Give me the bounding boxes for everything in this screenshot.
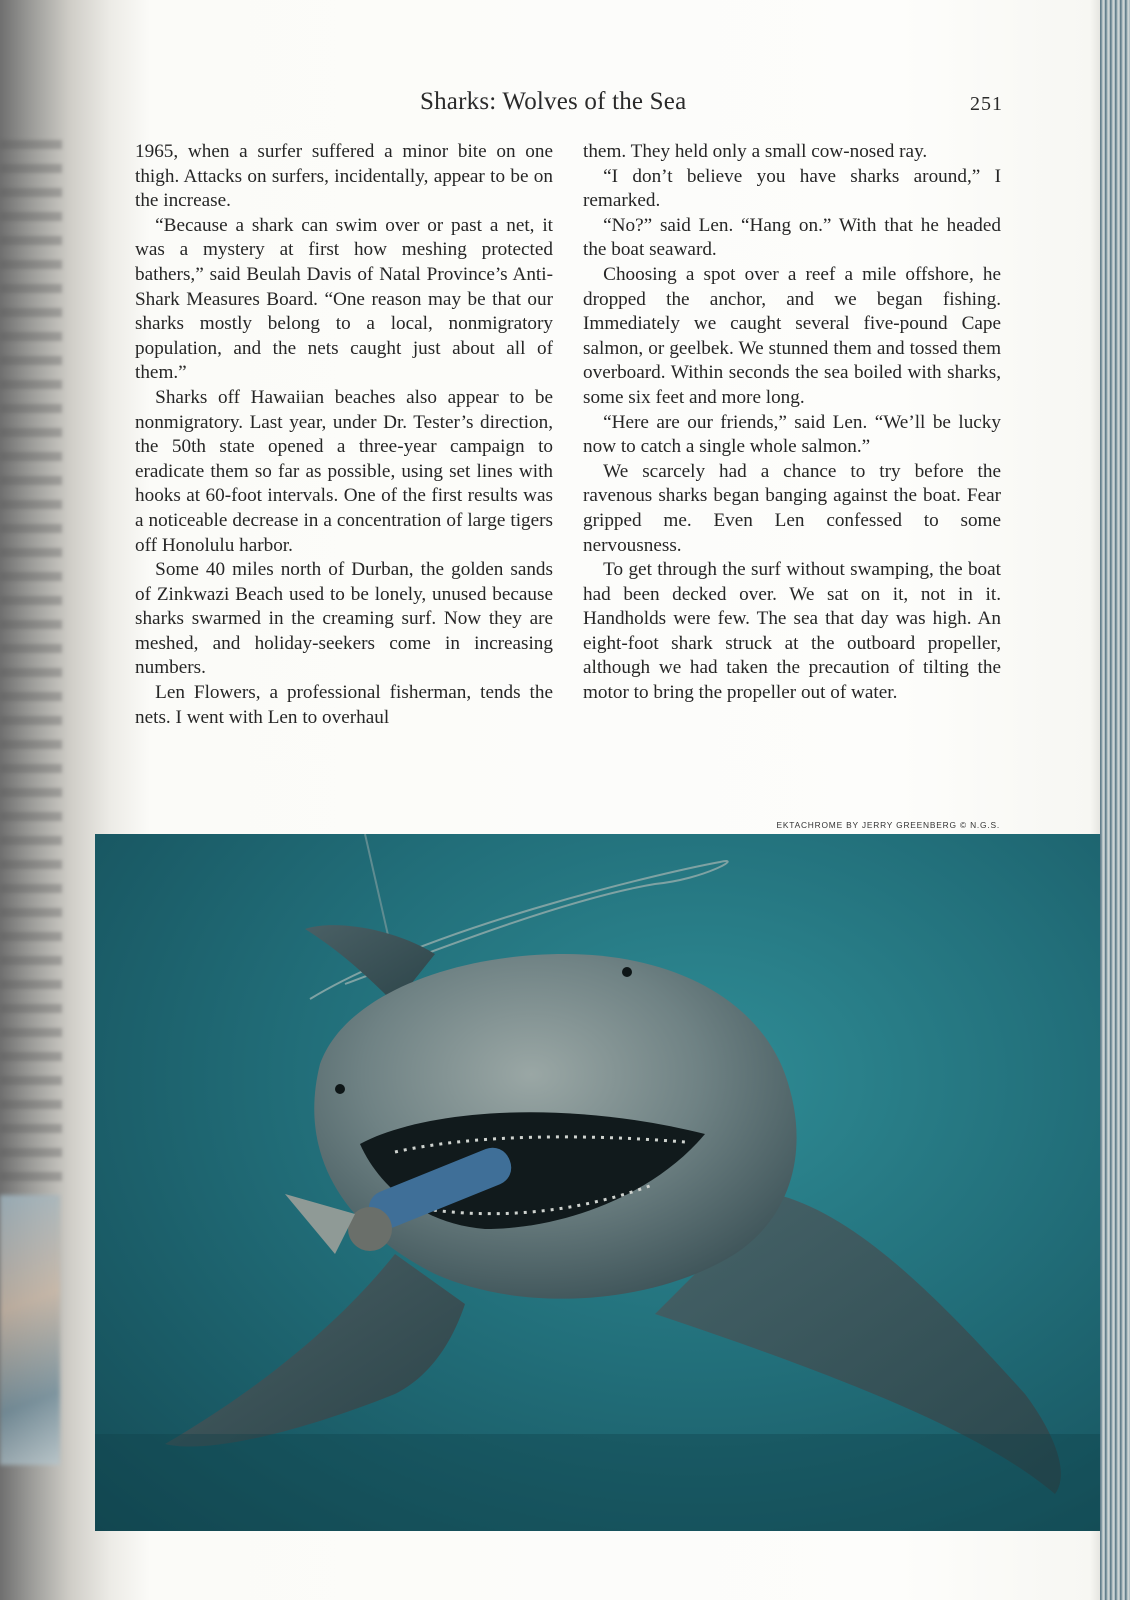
shark-photograph — [95, 834, 1100, 1531]
book-page-edge — [1100, 0, 1130, 1600]
rope — [365, 834, 390, 944]
paragraph: We scarcely had a chance to try before the ravenous sharks began banging against the boat. Fear gripped me. Even Len confessed to some nervousness. — [583, 460, 1001, 556]
propeller-blade — [285, 1194, 355, 1254]
shark-eye-right — [622, 967, 632, 977]
paragraph: 1965, when a surfer suffered a minor bite on one thigh. Attacks on surfers, incidentally, appear to be on the increase. — [135, 141, 553, 212]
paragraph: “No?” said Len. “Hang on.” With that he headed the boat seaward. — [583, 214, 1001, 261]
shark-eye-left — [335, 1084, 345, 1094]
photo-shadow — [95, 1434, 1100, 1531]
previous-page-photo-bleed — [0, 1195, 60, 1465]
running-title: Sharks: Wolves of the Sea — [420, 88, 687, 115]
propeller-hub — [348, 1207, 392, 1251]
left-pectoral-fin — [165, 1254, 465, 1447]
paragraph: Choosing a spot over a reef a mile offshore, he dropped the anchor, and we began fishing. Immediately we caught several five-pound Cape salmon, or geelbek. We stunned them and tossed them overboard. Within seconds the sea boiled with sharks, some six feet and more long. — [583, 263, 1001, 408]
paragraph: Some 40 miles north of Durban, the golden sands of Zinkwazi Beach used to be lonely, unused because sharks swarmed in the creaming surf. Now they are meshed, and holiday-seekers come in increasing numbers. — [135, 559, 553, 679]
previous-page-bleed — [0, 140, 62, 1190]
paragraph: them. They held only a small cow-nosed ray. — [583, 141, 928, 162]
page-number: 251 — [970, 93, 1003, 115]
paragraph: “Here are our friends,” said Len. “We’ll be lucky now to catch a single whole salmon.” — [583, 411, 1001, 458]
photo-credit: EKTACHROME BY JERRY GREENBERG © N.G.S. — [776, 820, 1000, 830]
shark-illustration — [95, 834, 1100, 1531]
left-text-column — [135, 140, 553, 730]
paragraph: Sharks off Hawaiian beaches also appear to be nonmigratory. Last year, under Dr. Tester’s direction, the 50th state opened a three-year campaign to eradicate them so far as possible, using set lines with hooks at 60-foot intervals. One of the first results was a noticeable decrease in a concentration of large tigers off Honolulu harbor. — [135, 386, 553, 556]
paragraph: “Because a shark can swim over or past a net, it was a mystery at first how meshing protected bathers,” said Beulah Davis of Natal Province’s Anti-Shark Measures Board. “One reason may be that our sharks mostly belong to a local, nonmigratory population, and the nets caught just about all of them.” — [135, 214, 553, 384]
paragraph: “I don’t believe you have sharks around,” I remarked. — [583, 165, 1001, 212]
right-text-column — [583, 140, 1001, 706]
paragraph: To get through the surf without swamping, the boat had been decked over. We sat on it, not in it. Handholds were few. The sea that day was high. An eight-foot shark struck at the outboard propeller, although we had taken the precaution of tilting the motor to bring the propeller out of water. — [583, 559, 1001, 704]
paragraph: Len Flowers, a professional fisherman, tends the nets. I went with Len to overhaul — [135, 682, 553, 728]
